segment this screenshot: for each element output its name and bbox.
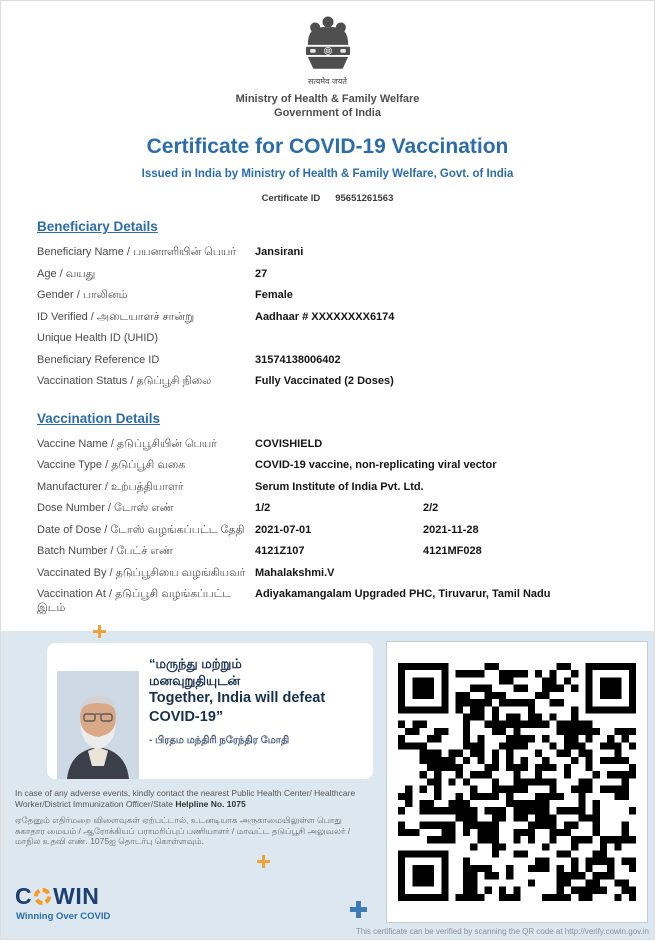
vaccination-section-title: Vaccination Details (37, 410, 161, 426)
field-value (255, 544, 591, 558)
table-row (37, 544, 618, 558)
table-row (37, 566, 618, 580)
adverse-events-notice-tamil: ஏதேனும் எதிர்மறை விளைவுகள் ஏற்பட்டால், உடனடியாக அருகாமையிலுள்ள பொது சுகாதார மையம் / ஆரோக்கியப் பராமரிப்புப் பணியாளர் / மாவட்ட தடுப்பூசி அலுவலர் / மாநில உதவி எண். 1075ஐ தொடர்பு கொள்ளவும். (15, 815, 351, 846)
pm-photo (57, 671, 139, 779)
field-value: Fully Vaccinated (2 Doses) (255, 375, 394, 387)
field-label: Vaccination At / தடுப்பூசி வழங்கப்பட்ட இடம் (37, 588, 232, 614)
field-value (255, 501, 591, 515)
table-row (37, 437, 618, 451)
field-value: 27 (255, 267, 268, 280)
field-label: Vaccine Name / தடுப்பூசியின் பெயர் (37, 437, 217, 450)
field-value: COVID-19 vaccine, non-replicating viral vector (255, 459, 497, 471)
certificate-id (1, 193, 654, 204)
field-label: Date of Dose / டோஸ் வழங்கப்பட்ட தேதி (37, 523, 245, 536)
quote-line-english: Together, India will defeat (149, 690, 326, 706)
national-emblem-icon (1, 13, 654, 75)
dose1-value: 1/2 (255, 502, 271, 514)
cowin-tagline: Winning Over COVID (16, 911, 111, 922)
table-row (37, 331, 618, 345)
ministry-name: Ministry of Health & Family Welfare (235, 93, 420, 105)
table-row (37, 288, 618, 302)
table-row (37, 458, 618, 472)
dose1-value: 2021-07-01 (255, 523, 312, 536)
government-name: Government of India (274, 107, 381, 119)
field-label: Gender / பாலினம் (37, 289, 128, 301)
field-value: Jansirani (255, 246, 304, 258)
dose2-value: 4121MF028 (423, 545, 482, 557)
cowin-logo-c: C (15, 883, 33, 909)
field-label: Vaccination Status / தடுப்பூசி நிலை (37, 375, 212, 387)
table-row (37, 523, 618, 537)
field-label: ID Verified / அடையாளச் சான்று (37, 310, 195, 323)
certificate-id-value: 95651261563 (335, 193, 394, 204)
table-row (37, 587, 618, 615)
field-value: Female (255, 289, 293, 301)
field-value: Aadhaar # XXXXXXXX6174 (255, 310, 395, 323)
dose2-value: 2021-11-28 (423, 523, 479, 536)
field-label: Age / வயது (37, 267, 96, 280)
field-label: Vaccinated By / தடுப்பூசியை வழங்கியவர் (37, 566, 246, 579)
field-label: Dose Number / டோஸ் எண் (37, 502, 174, 514)
quote-line-english: COVID-19” (149, 709, 224, 725)
table-row (37, 310, 618, 324)
table-row (37, 245, 618, 259)
table-row (37, 353, 618, 367)
cowin-logo-win: WIN (53, 883, 100, 909)
footer-banner (1, 631, 654, 940)
field-label: Batch Number / பேட்ச் எண் (37, 545, 173, 557)
adverse-events-notice-english (15, 788, 377, 810)
plus-decoration-icon (93, 625, 106, 638)
dose1-value: 4121Z107 (255, 545, 305, 557)
field-value: COVISHIELD (255, 437, 323, 450)
certificate-id-label: Certificate ID (261, 193, 321, 204)
cowin-aperture-icon (33, 887, 52, 906)
plus-decoration-icon (350, 901, 367, 918)
field-label: Unique Health ID (UHID) (37, 332, 159, 344)
quote-card (47, 643, 373, 779)
adverse-events-text: In case of any adverse events, kindly contact the nearest Public Health Center/ Healthcare Worker/District Immunization Officer/State (15, 788, 356, 809)
field-label: Beneficiary Name / பயனாளியின் பெயர் (37, 246, 237, 258)
certificate-subtitle: Issued in India by Ministry of Health & Family Welfare, Govt. of India (141, 168, 514, 180)
quote-line-tamil: “மருந்து மற்றும் (149, 656, 242, 671)
quote-line-tamil: மனவுறுதியுடன் (149, 673, 241, 688)
table-row (37, 480, 618, 494)
table-row (37, 501, 618, 515)
field-value: 31574138006402 (255, 353, 341, 366)
field-label: Manufacturer / உற்பத்தியாளர் (37, 480, 184, 493)
beneficiary-section-title: Beneficiary Details (37, 219, 158, 234)
pm-quote (149, 655, 367, 747)
cowin-logo (15, 883, 99, 910)
certificate-title: Certificate for COVID-19 Vaccination (146, 135, 509, 158)
helpline-number: Helpline No. 1075 (175, 799, 246, 809)
dose2-value: 2/2 (423, 502, 439, 514)
field-value: Serum Institute of India Pvt. Ltd. (255, 480, 424, 493)
field-label: Beneficiary Reference ID (37, 353, 160, 366)
field-value (255, 523, 591, 537)
plus-decoration-icon (257, 855, 270, 868)
table-row (37, 374, 618, 388)
certificate-body (1, 204, 654, 615)
field-label: Vaccine Type / தடுப்பூசி வகை (37, 459, 186, 471)
qr-verification-caption: This certificate can be verified by scanning the QR code at http://verify.cowin.gov.in (355, 927, 649, 936)
field-value: Mahalakshmi.V (255, 566, 335, 579)
table-row (37, 267, 618, 281)
certificate-header (1, 1, 654, 204)
field-value: Adiyakamangalam Upgraded PHC, Tiruvarur, Tamil Nadu (255, 588, 551, 600)
quote-attribution: - பிரதம மந்திரி நரேந்திர மோதி (149, 735, 290, 746)
qr-code (386, 641, 648, 923)
emblem-motto: सत्यमेव जयते (308, 77, 347, 86)
